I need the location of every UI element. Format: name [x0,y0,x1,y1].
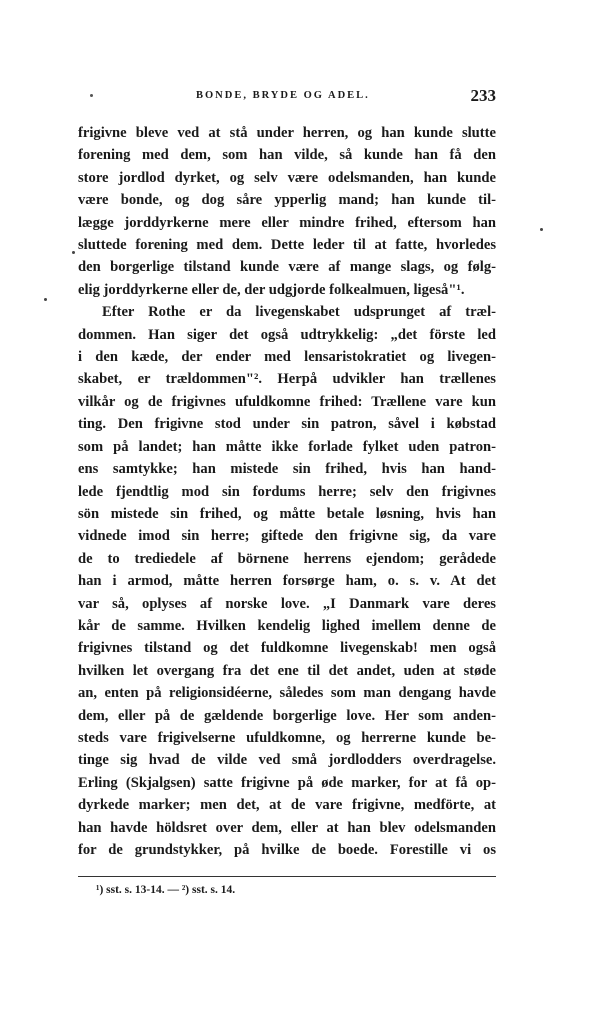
text-line: steds vare frigivelserne ufuldkomne, og herrerne kunde be- [78,729,496,746]
text-line: dyrkede marker; men det, at de vare frigivne, medförte, at [78,797,496,814]
text-line: vidnede imod sin herre; giftede den frigivne sig, da vare [78,528,496,545]
text-line: frigivnes tilstand og det fuldkomne livegenskab! men også [78,640,496,657]
text-line: tinge sig hvad de vilde ved små jordlodders overdragelse. [78,752,496,769]
text-line: de to trediedele af börnene herrens ejendom; gerådede [78,550,496,567]
text-line: sön mistede sin frihed, og måtte betale løsning, hvis han [78,505,496,522]
text-line: ting. Den frigivne stod under sin patron, såvel i købstad [78,416,496,433]
running-title: BONDE, BRYDE OG ADEL. [196,90,370,101]
page-number: 233 [470,86,496,105]
text-line: dem, eller på de gældende borgerlige love. Her som anden- [78,707,496,724]
text-line: vilkår og de frigivnes ufuldkomne frihed: Trællene vare kun [78,393,496,410]
text-line: være bonde, og dog såre ypperlig mand; han kunde til- [78,192,496,209]
text-line: lægge jorddyrkerne mere eller mindre frihed, eftersom han [78,214,496,231]
ink-speck [90,94,93,97]
body-text [78,122,496,861]
running-head [78,86,496,108]
text-line: hvilken let overgang fra det ene til det andet, uden at støde [78,662,496,679]
text-line: sluttede forening med dem. Dette leder til at fatte, hvorledes [78,237,496,254]
footnote: ¹) sst. s. 13-14. — ²) sst. s. 14. [96,884,236,896]
text-line: dommen. Han siger det også udtrykkelig: „det förste led [78,326,496,343]
text-line: skabet, er trældommen"². Herpå udvikler han trællenes [78,371,496,388]
text-line: an, enten på religionsidéerne, således som man dengang havde [78,685,496,702]
ink-speck [44,298,47,301]
text-line: lede fjendtlig mod sin fordums herre; selv den frigivnes [78,483,496,500]
text-line: Efter Rothe er da livegenskabet udsprunget af træl- [102,304,496,321]
text-line: i den kæde, der ender med lensaristokratiet og livegen- [78,349,496,366]
ink-speck [540,228,543,231]
text-line: forening med dem, som han vilde, så kunde han få den [78,147,496,164]
text-line: store jordlod dyrket, og selv være odelsmanden, han kunde [78,169,496,186]
text-line: for de grundstykker, på hvilke de boede. Forestille vi os [78,842,496,858]
ink-speck [72,251,75,254]
text-line: som på landet; han måtte ikke forlade fylket uden patron- [78,438,496,455]
text-line: han i armod, måtte herren forsørge ham, o. s. v. At det [78,573,496,590]
footnote-rule [78,876,496,877]
text-line: frigivne bleve ved at stå under herren, og han kunde slutte [78,125,496,141]
text-line: han havde höldsret over dem, eller at han blev odelsmanden [78,819,496,836]
text-line: Erling (Skjalgsen) satte frigivne på øde marker, for at få op- [78,774,496,791]
text-line: var så, oplyses af norske love. „I Danmark vare deres [78,595,496,612]
text-line: ens samtykke; han mistede sin frihed, hvis han hand- [78,461,496,478]
text-line: kår de samme. Hvilken kendelig lighed imellem denne de [78,617,496,634]
text-line: elig jorddyrkerne eller de, der udgjorde folkealmuen, ligeså"¹. [78,281,465,298]
text-line: den borgerlige tilstand kunde være af mange slags, og følg- [78,259,496,276]
